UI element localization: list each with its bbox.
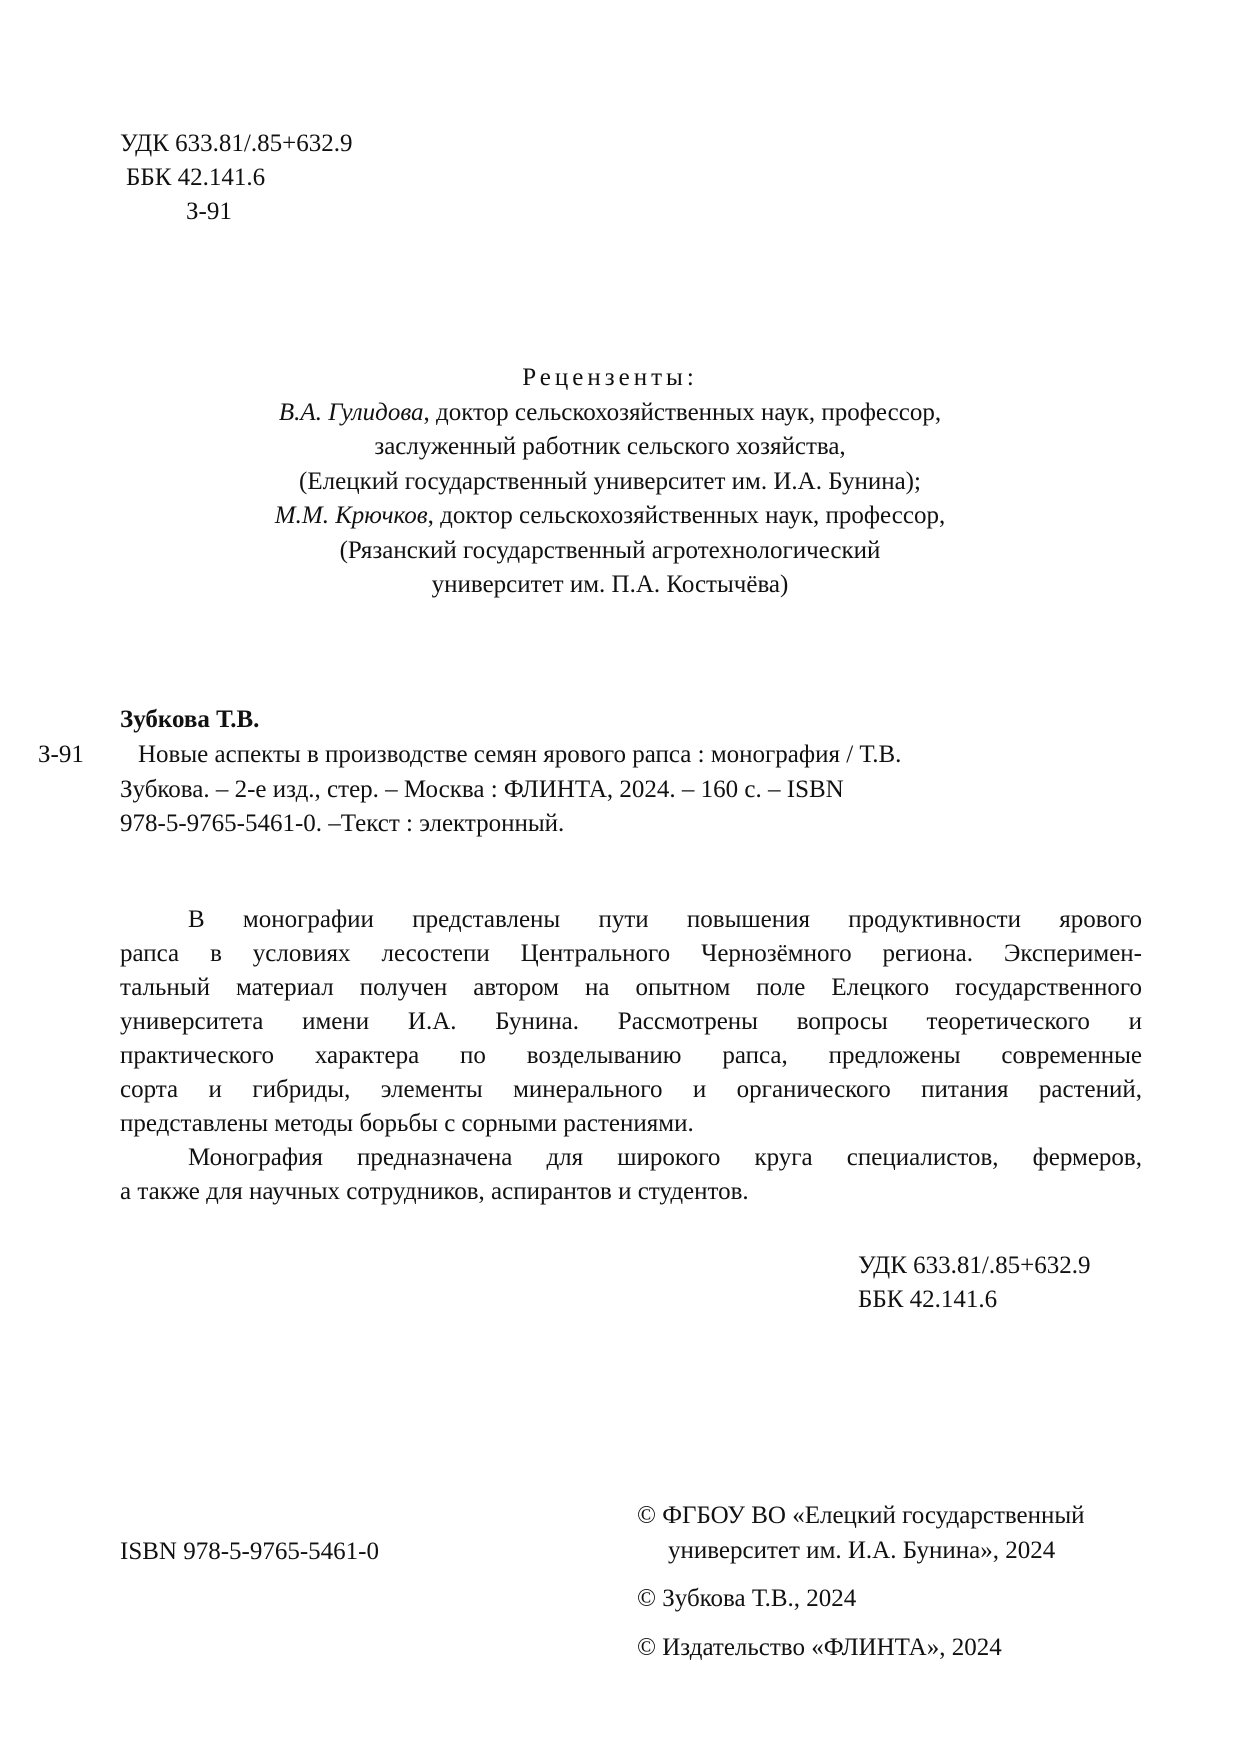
copyright-university-cont: университет им. И.А. Бунина», 2024 [668, 1537, 1056, 1564]
annotation-line: сорта и гибриды, элементы минерального и органического питания растений, [120, 1076, 1142, 1103]
reviewer-line: заслуженный работник сельского хозяйства, [374, 433, 846, 460]
annotation-line: Монография предназначена для широкого круга специалистов, фермеров, [188, 1144, 1142, 1171]
annotation-line: а также для научных сотрудников, аспирантов и студентов. [120, 1178, 749, 1205]
bbk-bottom: ББК 42.141.6 [858, 1286, 998, 1313]
reviewer-name: В.А. Гулидова [278, 398, 424, 426]
reviewer-line: (Рязанский государственный агротехнологический [339, 536, 881, 564]
annotation-line: практического характера по возделыванию рапса, предложены современные [120, 1042, 1142, 1069]
udk-bottom: УДК 633.81/.85+632.9 [858, 1252, 1091, 1279]
annotation-line: университета имени И.А. Бунина. Рассмотрены вопросы теоретического и [120, 1008, 1142, 1035]
annotation-line: тальный материал получен автором на опытном поле Елецкого государственного [120, 974, 1142, 1001]
annotation-line: представлены методы борьбы с сорными растениями. [120, 1110, 694, 1137]
record-author-code: З-91 [38, 741, 84, 768]
copyright-author: © Зубкова Т.В., 2024 [637, 1585, 857, 1612]
bbk-top: ББК 42.141.6 [126, 164, 266, 191]
annotation-line: В монографии представлены пути повышения продуктивности ярового [188, 906, 1142, 933]
udk-top: УДК 633.81/.85+632.9 [120, 130, 353, 157]
reviewer-text: , доктор сельскохозяйственных наук, профессор, [423, 398, 942, 426]
reviewer-line: университет им. П.А. Костычёва) [431, 571, 789, 598]
reviewer-line [140, 397, 1080, 432]
record-description [120, 739, 1040, 843]
annotation-text [120, 904, 1142, 1210]
annotation-line: рапса в условиях лесостепи Центрального Чернозёмного региона. Эксперимен- [120, 940, 1142, 967]
reviewer-line [140, 500, 1080, 535]
copyright-publisher: © Издательство «ФЛИНТА», 2024 [637, 1634, 1002, 1661]
reviewers-block [140, 362, 1080, 604]
record-line: Зубкова. – 2-е изд., стер. – Москва : ФЛИНТА, 2024. – 160 с. – ISBN [120, 775, 844, 803]
copyright-university: © ФГБОУ ВО «Елецкий государственный [637, 1502, 1085, 1529]
isbn: ISBN 978-5-9765-5461-0 [120, 1538, 380, 1565]
record-line: Новые аспекты в производстве семян ярового рапса : монография / Т.В. [138, 741, 902, 768]
reviewer-line: (Елецкий государственный университет им. И.А. Бунина); [299, 467, 921, 495]
record-author: Зубкова Т.В. [120, 706, 260, 733]
reviewer-name: М.М. Крючков [274, 502, 428, 529]
author-code-top: З-91 [186, 198, 232, 225]
reviewer-text: , доктор сельскохозяйственных наук, профессор, [427, 502, 946, 529]
reviewers-heading: Рецензенты: [522, 364, 698, 391]
record-line: 978-5-9765-5461-0. –Текст : электронный. [120, 810, 565, 837]
